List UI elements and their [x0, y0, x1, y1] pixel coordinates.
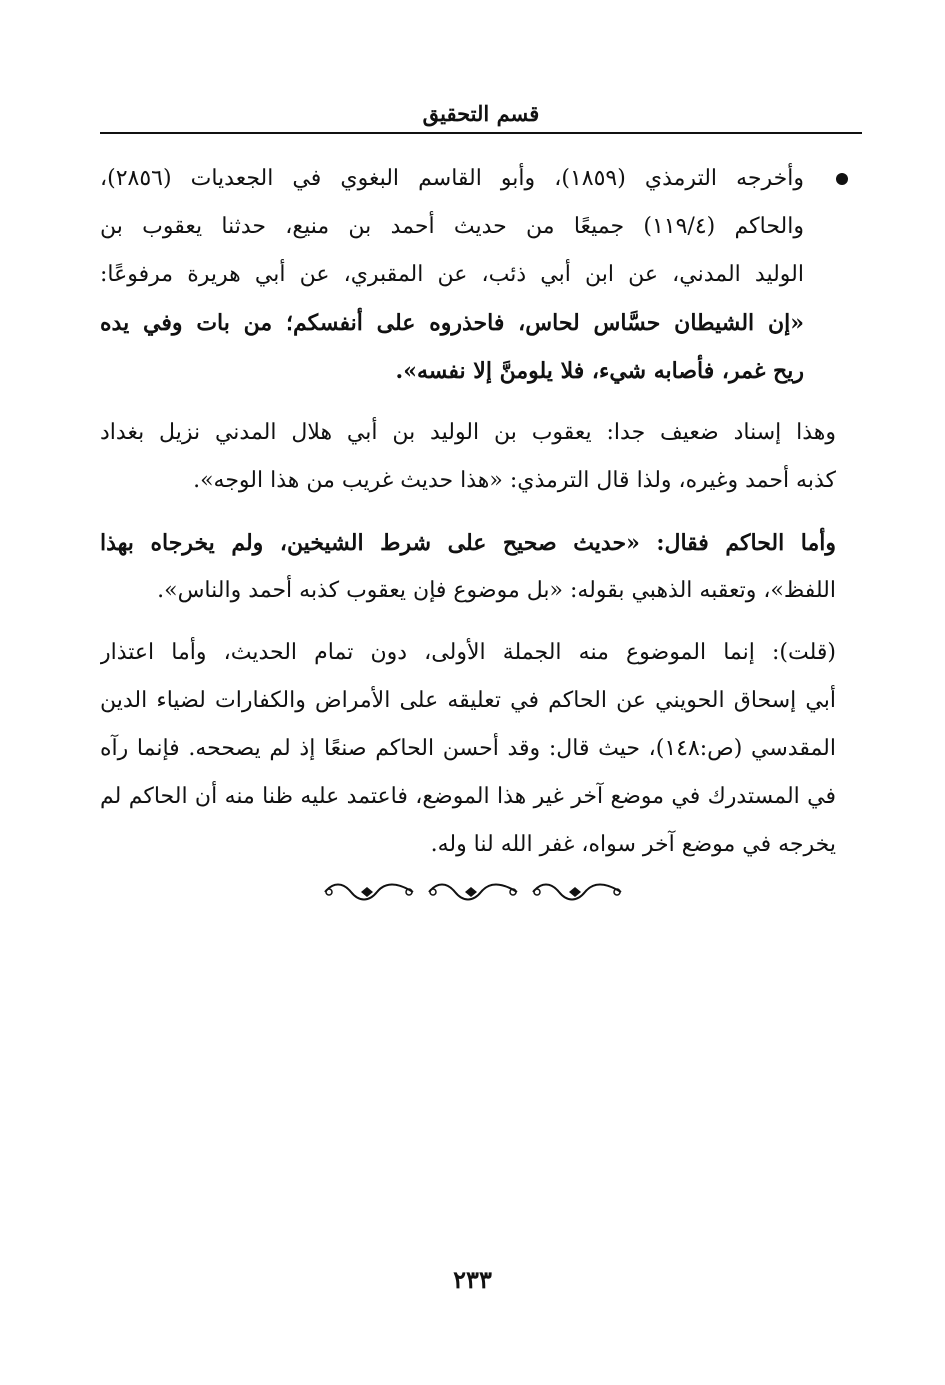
bullet-icon	[836, 173, 848, 185]
hadith-text-line: ريح غمر، فأصابه شيء، فلا يلومنَّ إلا نفسه».	[395, 358, 804, 384]
text-line: وأما الحاكم فقال: «حديث صحيح على شرط الشيخين، ولم يخرجاه بهذا	[100, 530, 836, 556]
text-line: اللفظ»، وتعقبه الذهبي بقوله: «بل موضوع فإن يعقوب كذبه أحمد والناس».	[157, 578, 836, 603]
text-line: أبي إسحاق الحويني عن الحاكم في تعليقه على الأمراض والكفارات لضياء الدين	[100, 688, 836, 713]
page-number: ٢٣٣	[453, 1265, 492, 1294]
text-line: في المستدرك في موضع آخر غير هذا الموضع، فاعتمد عليه ظنا منه أن الحاكم لم	[100, 784, 836, 809]
text-line: كذبه أحمد وغيره، ولذا قال الترمذي: «هذا حديث غريب من هذا الوجه».	[193, 468, 836, 493]
header-title: قسم التحقيق	[422, 101, 540, 126]
text-line: (قلت): إنما الموضوع منه الجملة الأولى، دون تمام الحديث، وأما اعتذار	[100, 640, 836, 665]
flourish-icon	[529, 880, 625, 904]
hadith-text-line: «إن الشيطان حسَّاس لحاس، فاحذروه على أنفسكم؛ من بات وفي يده	[100, 310, 804, 336]
flourish-icon	[425, 880, 521, 904]
paragraph-takhrij	[100, 155, 862, 395]
text-line: المقدسي (ص:١٤٨)، حيث قال: وقد أحسن الحاكم صنعًا إذ لم يصححه. فإنما رآه	[100, 736, 836, 761]
running-header	[100, 96, 862, 134]
paragraph-isnad	[100, 409, 862, 505]
paragraph-hakim	[100, 519, 862, 615]
paragraph-comment	[100, 629, 862, 869]
text-line: وأخرجه الترمذي (١٨٥٩)، وأبو القاسم البغوي في الجعديات (٢٨٥٦)،	[100, 166, 804, 191]
page-body	[100, 155, 862, 883]
text-line: الوليد المدني، عن ابن أبي ذئب، عن المقبري، عن أبي هريرة مرفوعًا:	[100, 262, 804, 287]
section-divider-ornament	[0, 880, 945, 904]
flourish-icon	[321, 880, 417, 904]
text-line: وهذا إسناد ضعيف جدا: يعقوب بن الوليد بن أبي هلال المدني نزيل بغداد	[100, 420, 836, 445]
text-line: يخرجه في موضع آخر سواه، غفر الله لنا وله.	[430, 832, 836, 857]
text-line: والحاكم (١١٩/٤) جميعًا من حديث أحمد بن منيع، حدثنا يعقوب بن	[100, 214, 804, 239]
